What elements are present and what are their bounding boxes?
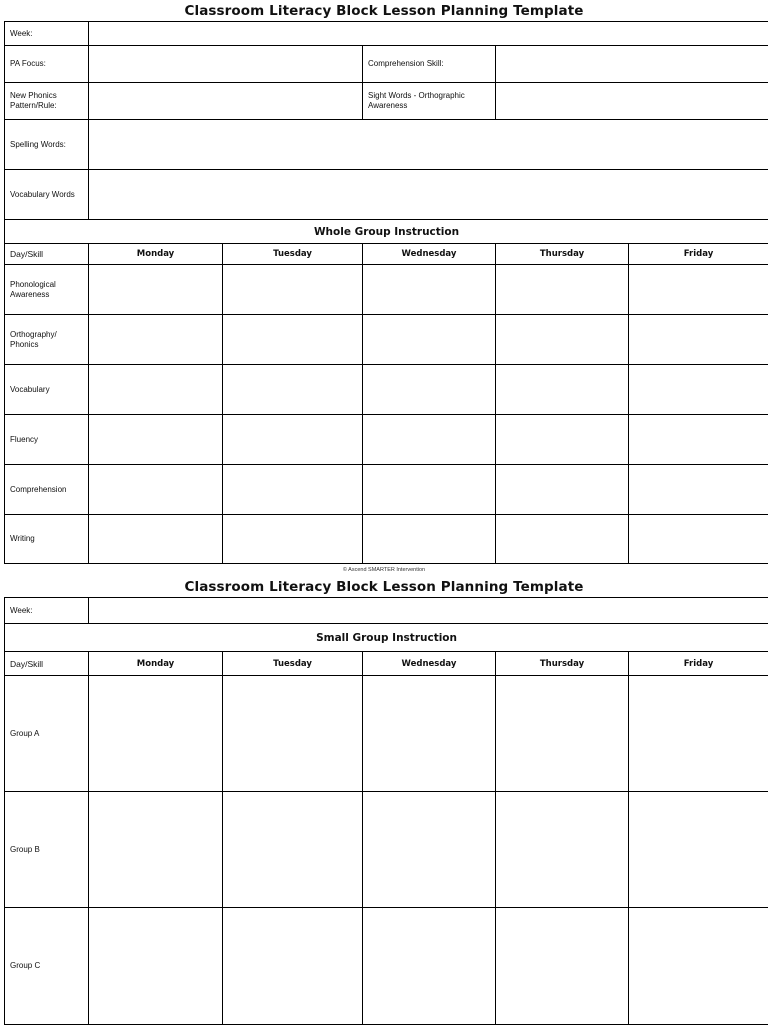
plan-cell[interactable] bbox=[89, 515, 223, 564]
plan-cell[interactable] bbox=[89, 365, 223, 415]
spelling-words-field[interactable] bbox=[89, 120, 768, 170]
plan-cell[interactable] bbox=[363, 515, 496, 564]
plan-cell[interactable] bbox=[363, 265, 496, 315]
plan-cell[interactable] bbox=[496, 515, 629, 564]
copyright-notice: © Ascend SMARTER Intervention bbox=[0, 567, 768, 573]
comprehension-skill-label: Comprehension Skill: bbox=[363, 46, 496, 83]
plan-cell[interactable] bbox=[629, 908, 768, 1025]
day-header-wednesday: Wednesday bbox=[363, 652, 496, 676]
plan-cell[interactable] bbox=[496, 265, 629, 315]
plan-cell[interactable] bbox=[363, 315, 496, 365]
plan-cell[interactable] bbox=[223, 515, 363, 564]
plan-cell[interactable] bbox=[629, 415, 768, 465]
plan-cell[interactable] bbox=[629, 515, 768, 564]
plan-cell[interactable] bbox=[496, 908, 629, 1025]
day-header-tuesday: Tuesday bbox=[223, 244, 363, 265]
plan-cell[interactable] bbox=[629, 465, 768, 515]
plan-cell[interactable] bbox=[629, 792, 768, 908]
small-group-table bbox=[4, 597, 768, 1025]
plan-cell[interactable] bbox=[363, 465, 496, 515]
plan-cell[interactable] bbox=[496, 465, 629, 515]
skill-label: Phonological Awareness bbox=[5, 265, 89, 315]
pa-focus-field[interactable] bbox=[89, 46, 363, 83]
plan-cell[interactable] bbox=[89, 315, 223, 365]
day-header-tuesday: Tuesday bbox=[223, 652, 363, 676]
plan-cell[interactable] bbox=[223, 265, 363, 315]
plan-cell[interactable] bbox=[223, 792, 363, 908]
group-label: Group A bbox=[5, 676, 89, 792]
plan-cell[interactable] bbox=[223, 676, 363, 792]
plan-cell[interactable] bbox=[363, 792, 496, 908]
day-header-monday: Monday bbox=[89, 652, 223, 676]
plan-cell[interactable] bbox=[223, 465, 363, 515]
week-field-2[interactable] bbox=[89, 598, 768, 624]
day-header-thursday: Thursday bbox=[496, 244, 629, 265]
plan-cell[interactable] bbox=[496, 315, 629, 365]
spelling-words-label: Spelling Words: bbox=[5, 120, 89, 170]
plan-cell[interactable] bbox=[496, 415, 629, 465]
skill-label: Comprehension bbox=[5, 465, 89, 515]
skill-label: Orthography/ Phonics bbox=[5, 315, 89, 365]
plan-cell[interactable] bbox=[363, 908, 496, 1025]
day-header-wednesday: Wednesday bbox=[363, 244, 496, 265]
plan-cell[interactable] bbox=[363, 365, 496, 415]
whole-group-table bbox=[4, 219, 768, 564]
plan-cell[interactable] bbox=[223, 315, 363, 365]
plan-cell[interactable] bbox=[223, 415, 363, 465]
pa-focus-label: PA Focus: bbox=[5, 46, 89, 83]
plan-cell[interactable] bbox=[363, 415, 496, 465]
plan-cell[interactable] bbox=[363, 676, 496, 792]
plan-cell[interactable] bbox=[496, 792, 629, 908]
page2-title: Classroom Literacy Block Lesson Planning Template bbox=[0, 579, 768, 595]
day-header-monday: Monday bbox=[89, 244, 223, 265]
plan-cell[interactable] bbox=[89, 415, 223, 465]
day-header-friday: Friday bbox=[629, 244, 768, 265]
skill-label: Fluency bbox=[5, 415, 89, 465]
vocabulary-words-field[interactable] bbox=[89, 170, 768, 220]
lesson-info-table bbox=[4, 21, 768, 220]
whole-group-title: Whole Group Instruction bbox=[5, 220, 768, 244]
day-header-friday: Friday bbox=[629, 652, 768, 676]
sight-words-field[interactable] bbox=[496, 83, 768, 120]
vocabulary-words-label: Vocabulary Words bbox=[5, 170, 89, 220]
week-label: Week: bbox=[5, 22, 89, 46]
week-field[interactable] bbox=[89, 22, 768, 46]
plan-cell[interactable] bbox=[89, 465, 223, 515]
plan-cell[interactable] bbox=[629, 265, 768, 315]
plan-cell[interactable] bbox=[629, 365, 768, 415]
skill-label: Vocabulary bbox=[5, 365, 89, 415]
plan-cell[interactable] bbox=[89, 265, 223, 315]
skill-label: Writing bbox=[5, 515, 89, 564]
plan-cell[interactable] bbox=[89, 792, 223, 908]
plan-cell[interactable] bbox=[223, 365, 363, 415]
day-skill-label: Day/Skill bbox=[5, 244, 89, 265]
small-group-title: Small Group Instruction bbox=[5, 624, 768, 652]
comprehension-skill-field[interactable] bbox=[496, 46, 768, 83]
plan-cell[interactable] bbox=[496, 365, 629, 415]
sight-words-label: Sight Words - Orthographic Awareness bbox=[363, 83, 496, 120]
phonics-pattern-field[interactable] bbox=[89, 83, 363, 120]
plan-cell[interactable] bbox=[223, 908, 363, 1025]
group-label: Group B bbox=[5, 792, 89, 908]
plan-cell[interactable] bbox=[89, 676, 223, 792]
plan-cell[interactable] bbox=[629, 315, 768, 365]
phonics-pattern-label: New Phonics Pattern/Rule: bbox=[5, 83, 89, 120]
plan-cell[interactable] bbox=[629, 676, 768, 792]
day-header-thursday: Thursday bbox=[496, 652, 629, 676]
day-skill-label-2: Day/Skill bbox=[5, 652, 89, 676]
group-label: Group C bbox=[5, 908, 89, 1025]
plan-cell[interactable] bbox=[496, 676, 629, 792]
page1-title: Classroom Literacy Block Lesson Planning Template bbox=[0, 3, 768, 19]
week-label-2: Week: bbox=[5, 598, 89, 624]
plan-cell[interactable] bbox=[89, 908, 223, 1025]
